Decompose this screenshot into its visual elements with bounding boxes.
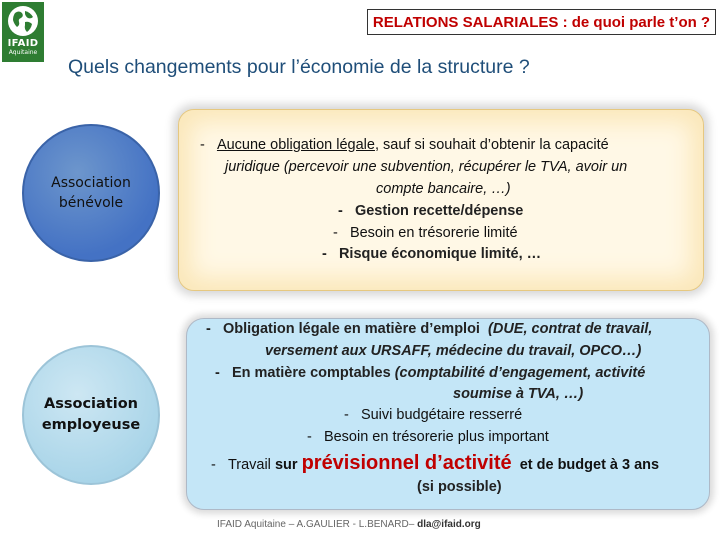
- header-title-box: RELATIONS SALARIALES : de quoi parle t’on ?: [367, 9, 716, 35]
- logo-name: IFAID: [7, 38, 39, 49]
- box1-bullet-1-line2: juridique (percevoir une subvention, récupérer le TVA, avoir un: [225, 159, 628, 175]
- circle1-line1: Association: [51, 175, 131, 191]
- circle2-line1: Association: [44, 396, 138, 412]
- box2-bullet-2: [215, 365, 645, 381]
- globe-icon: [7, 5, 39, 37]
- box2-bullet-1-line2: versement aux URSAFF, médecine du travail, OPCO…): [265, 343, 642, 359]
- dash: -: [307, 429, 312, 445]
- footer-authors: IFAID Aquitaine – A.GAULIER - L.BENARD–: [217, 519, 418, 530]
- box1-bullet-4: [322, 246, 541, 262]
- box2-b4-text: Besoin en trésorerie plus important: [323, 429, 549, 445]
- dash: -: [344, 407, 349, 423]
- box1-bullet-2: [338, 203, 523, 219]
- box2-b5-pre: Travail: [227, 457, 271, 473]
- circle1-line2: bénévole: [58, 195, 124, 211]
- circle-association-benevole: [22, 124, 160, 262]
- dash: -: [206, 321, 211, 337]
- box2-b5-post: et de budget à 3 ans: [519, 457, 660, 473]
- logo-region: Aquitaine: [8, 49, 38, 56]
- box1-b3-text: Besoin en trésorerie limité: [349, 225, 518, 241]
- box2-b1-italic: (DUE, contrat de travail,: [488, 321, 653, 337]
- dash: -: [322, 246, 327, 262]
- box2-bullet-1: [206, 321, 652, 337]
- box2-bullet-4: [307, 429, 549, 445]
- page-title: Quels changements pour l’économie de la structure ?: [68, 56, 530, 78]
- box2-b2-italic: (comptabilité d’engagement, activité: [394, 365, 646, 381]
- box2-bullet-5: [211, 452, 659, 475]
- footer-email: dla@ifaid.org: [417, 519, 481, 530]
- previsionnel-activite: prévisionnel d’activité: [301, 452, 512, 474]
- box2-b2-bold: En matière comptables: [231, 365, 391, 381]
- box2-bullet-2-line2: soumise à TVA, …): [453, 386, 584, 402]
- box2-bullet-3: [344, 407, 522, 423]
- box1-bullet-1-line3: compte bancaire, …): [376, 181, 511, 197]
- box1-bullet-1: [200, 137, 609, 153]
- box1-b4-text: Risque économique limité, …: [338, 246, 542, 262]
- dash: -: [211, 457, 216, 473]
- dash: -: [215, 365, 220, 381]
- dash: -: [338, 203, 343, 219]
- box2-b1-bold: Obligation légale en matière d’emploi: [222, 321, 480, 337]
- circle-association-employeuse: [22, 345, 160, 485]
- box2-bullet-5-line2: (si possible): [417, 479, 502, 495]
- circle2-line2: employeuse: [41, 417, 141, 433]
- box1-b1-rest: , sauf si souhait d’obtenir la capacité: [374, 137, 609, 153]
- ifaid-logo: [2, 2, 44, 62]
- box1-bullet-3: [333, 225, 518, 241]
- dash: -: [333, 225, 338, 241]
- footer-credits: [217, 519, 481, 530]
- dash: -: [200, 137, 205, 153]
- no-legal-obligation: Aucune obligation légale: [216, 137, 375, 153]
- box2-b5-sur: sur: [274, 457, 298, 473]
- box2-b3-text: Suivi budgétaire resserré: [360, 407, 523, 423]
- box1-b2-text: Gestion recette/dépense: [354, 203, 524, 219]
